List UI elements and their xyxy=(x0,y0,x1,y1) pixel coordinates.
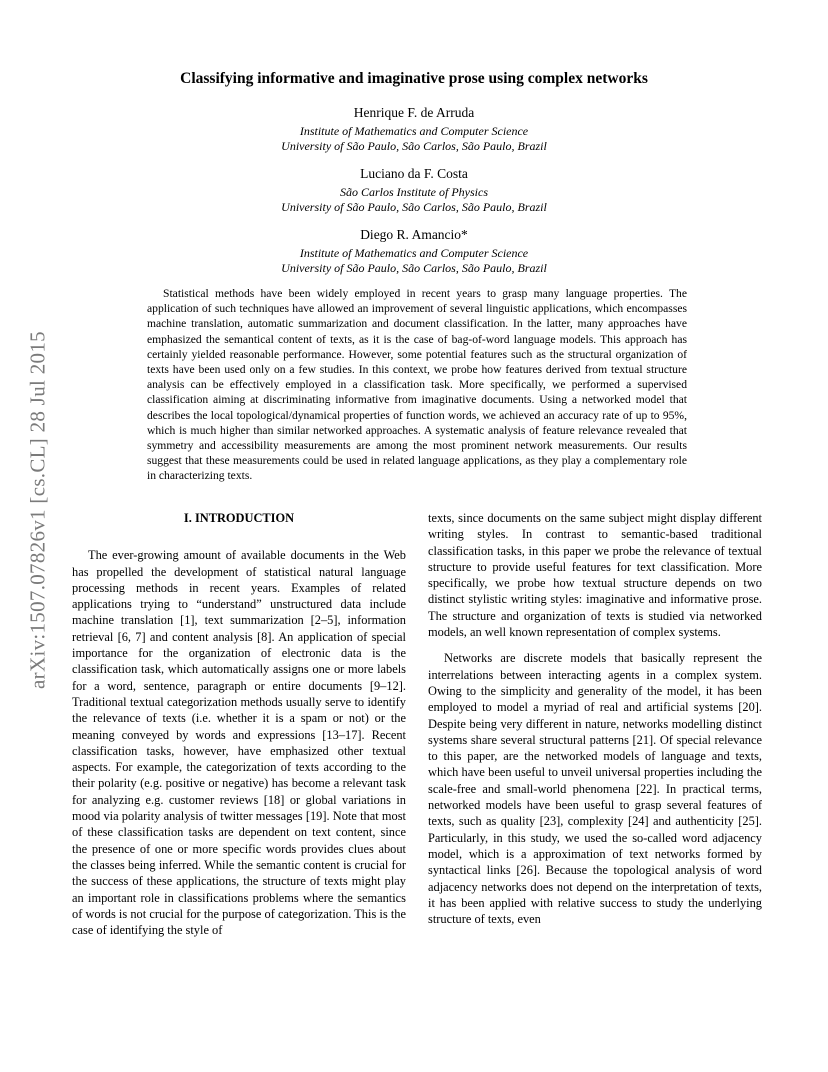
author-affiliation: São Carlos Institute of Physics xyxy=(340,185,488,199)
author-affiliation: Institute of Mathematics and Computer Science xyxy=(299,124,529,138)
body-paragraph: Networks are discrete models that basically represent the interrelations between interacting agents in a complex system. Owing to the simplicity and generality of the model, it has been employed to model a myriad of real and artificial systems [20]. Despite being very different in nature, networks modelling distinct systems share several structural patterns [21]. Of special relevance to this paper, are the networked models of language and texts, which have been useful to unveil universal properties including the scale-free and small-world phenomena [22]. In practical terms, networked models have been useful to grasp several features of texts, such as quality [23], complexity [24] and authenticity [25]. Particularly, in this study, we used the so-called word adjacency model, which is a approximation of text networks formed by syntactical links [26]. Because the topological analysis of word adjacency networks does not depend on the interpretation of texts, it has been applied with relative success to study the underlying structure of texts, even xyxy=(428,651,762,927)
paper-title: Classifying informative and imaginative prose using complex networks xyxy=(180,70,648,87)
author-block-3 xyxy=(0,227,828,276)
arxiv-identifier-text: arXiv:1507.07826v1 [cs.CL] 28 Jul 2015 xyxy=(25,331,50,689)
arxiv-identifier-stamp xyxy=(20,300,56,720)
author-affiliation: University of São Paulo, São Carlos, São Paulo, Brazil xyxy=(281,139,547,153)
author-affiliation: Institute of Mathematics and Computer Science xyxy=(299,246,529,260)
author-affiliation: University of São Paulo, São Carlos, São Paulo, Brazil xyxy=(281,200,547,214)
right-column xyxy=(428,510,762,937)
body-paragraph: The ever-growing amount of available documents in the Web has propelled the development of statistical natural language processing methods in recent years. Examples of related applications trying to “understand” unstructured data include machine translation [1], text summarization [2–5], information retrieval [6, 7] and content analysis [8]. An application of special importance for the organization of electronic data is the classification task, which automatically assigns one or more labels for a word, sentence, paragraph or entire documents [9–12]. Traditional textual categorization methods usually serve to identify the relevance of texts (i.e. whether it is a spam or not) or the meaning conveyed by words and expressions [13–17]. Recent classification tasks, however, have emphasized other textual aspects. For example, the categorization of texts according to the their polarity (e.g. positive or negative) has become a relevant task for analyzing e.g. customer reviews [18] or global variations in mood via polarity analysis of twitter messages [19]. Note that most of these classification tasks are dependent on text content, since the presence of one or more specific words provides clues about the classes being inferred. While the semantic content is crucial for the success of these applications, the structure of texts might play an important role in classifications problems where the semantics of words is not crucial for the purpose of categorization. This is the case of identifying the style of xyxy=(72,548,406,938)
section-heading: I. INTRODUCTION xyxy=(183,511,295,525)
author-name: Henrique F. de Arruda xyxy=(353,105,475,120)
author-block-2 xyxy=(0,166,828,215)
author-block-1 xyxy=(0,105,828,154)
body-paragraph: texts, since documents on the same subject might display different writing styles. In contrast to semantic-based traditional classification tasks, in this paper we probe the relevance of textual structure to provide useful features for text classification. More specifically, we probe how textual structure depends on two distinct stylistic writing styles: imaginative and informative prose. The structure and organization of texts is studied via networked models, an well known representation of complex systems. xyxy=(428,511,762,640)
abstract: Statistical methods have been widely employed in recent years to grasp many language properties. The application of such techniques have allowed an improvement of several linguistic applications, which encompasses machine translation, automatic summarization and document classification. In the latter, many approaches have emphasized the semantical content of texts, as it is the case of bag-of-word language models. This approach has certainly yielded reasonable performance. However, some potential features such as the structural organization of texts have been used only on a few studies. In this context, we probe how features derived from textual structure analysis can be effectively employed in a classification task. More specifically, we performed a supervised classification aiming at discriminating informative from imaginative documents. Using a networked model that describes the local topological/dynamical properties of function words, we achieved an accuracy rate of up to 95%, which is much higher than similar networked approaches. A systematic analysis of feature relevance revealed that symmetry and accessibility measurements are among the most prominent network measurements. Our results suggest that these measurements could be used in related language applications, as they play a complementary role in characterizing texts. xyxy=(147,287,687,483)
author-affiliation: University of São Paulo, São Carlos, São Paulo, Brazil xyxy=(281,261,547,275)
author-name: Diego R. Amancio* xyxy=(360,227,468,242)
left-column xyxy=(72,510,406,948)
author-name: Luciano da F. Costa xyxy=(360,166,468,181)
